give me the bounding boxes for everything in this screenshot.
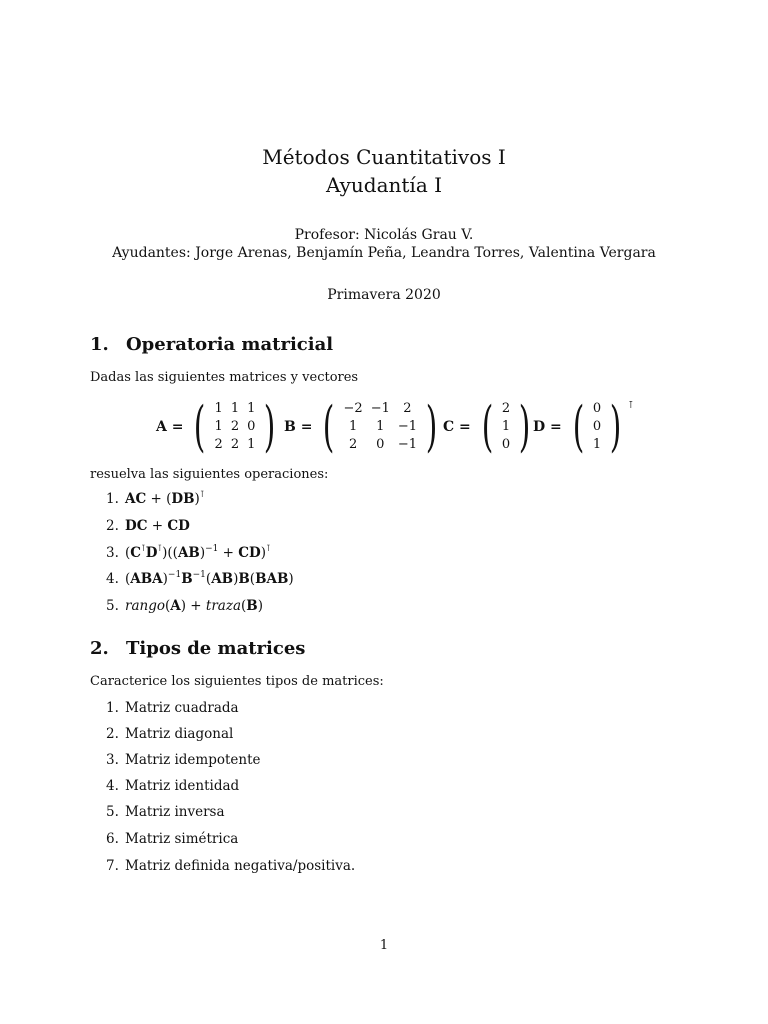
vector-d-body: 0 0 1 <box>592 401 602 452</box>
list-item: 6. Matriz simétrica <box>106 831 239 847</box>
vector-d: D = ( 0 0 1 ) ⊺ <box>533 395 634 458</box>
matrix-a-label: A = <box>156 419 184 435</box>
matrix-definitions <box>0 395 768 458</box>
list-item: 5. Matriz inversa <box>106 804 225 820</box>
section-1-title: Operatoria matricial <box>126 334 334 355</box>
operation-item: 2. DC + CD <box>106 518 190 534</box>
vector-c-label: C = <box>443 419 471 435</box>
operation-item: 3. (C⊺D⊺)((AB)$^{-1}$ + CD)⊺ <box>106 543 271 561</box>
section-1-intro: Dadas las siguientes matrices y vectores <box>90 370 359 385</box>
section-1-heading <box>90 333 333 357</box>
term-line: Primavera 2020 <box>327 287 441 303</box>
doc-subtitle: Ayudantía I <box>325 173 443 197</box>
operation-item: 5. rango(A) + traza(B) <box>106 598 263 614</box>
operation-item: 1. AC + (DB)⊺ <box>106 489 205 507</box>
vector-d-transpose: ⊺ <box>628 400 634 411</box>
section-2-number: 2. <box>90 638 109 659</box>
matrix-b-body: −2 −1 2 1 1 −1 2 0 −1 <box>343 401 418 452</box>
section-2-heading <box>90 637 305 661</box>
page-number: 1 <box>379 938 389 953</box>
vector-d-label: D = <box>533 419 562 435</box>
list-item: 2. Matriz diagonal <box>106 726 234 742</box>
section-2-title: Tipos de matrices <box>126 638 306 659</box>
vector-c-body: 2 1 0 <box>501 401 511 452</box>
matrix-b-label: B = <box>284 419 313 435</box>
assistants-line: Ayudantes: Jorge Arenas, Benjamín Peña, Leandra Torres, Valentina Vergara <box>112 245 656 261</box>
matrix-a-body: 1 1 1 1 2 0 2 2 1 <box>214 401 256 452</box>
doc-title: Métodos Cuantitativos I <box>262 145 506 169</box>
section-1-number: 1. <box>90 334 109 355</box>
matrix-b: B = ( −2 −1 2 1 1 −1 2 0 −1 ) <box>284 395 438 458</box>
list-item: 3. Matriz idempotente <box>106 752 261 768</box>
matrix-a: A = ( 1 1 1 1 2 0 2 2 1 ) <box>156 395 276 458</box>
list-item: 7. Matriz definida negativa/positiva. <box>106 858 356 874</box>
section-2-intro: Caracterice los siguientes tipos de matrices: <box>90 674 384 689</box>
section-1-outro: resuelva las siguientes operaciones: <box>90 467 329 482</box>
professor-line: Profesor: Nicolás Grau V. <box>294 227 474 243</box>
list-item: 4. Matriz identidad <box>106 778 240 794</box>
operation-item: 4. $(ABA)^{-1}B^{-1}(AB)B(BAB)$ <box>106 569 294 587</box>
vector-c: C = ( 2 1 0 ) <box>443 395 531 458</box>
list-item: 1. Matriz cuadrada <box>106 700 239 716</box>
